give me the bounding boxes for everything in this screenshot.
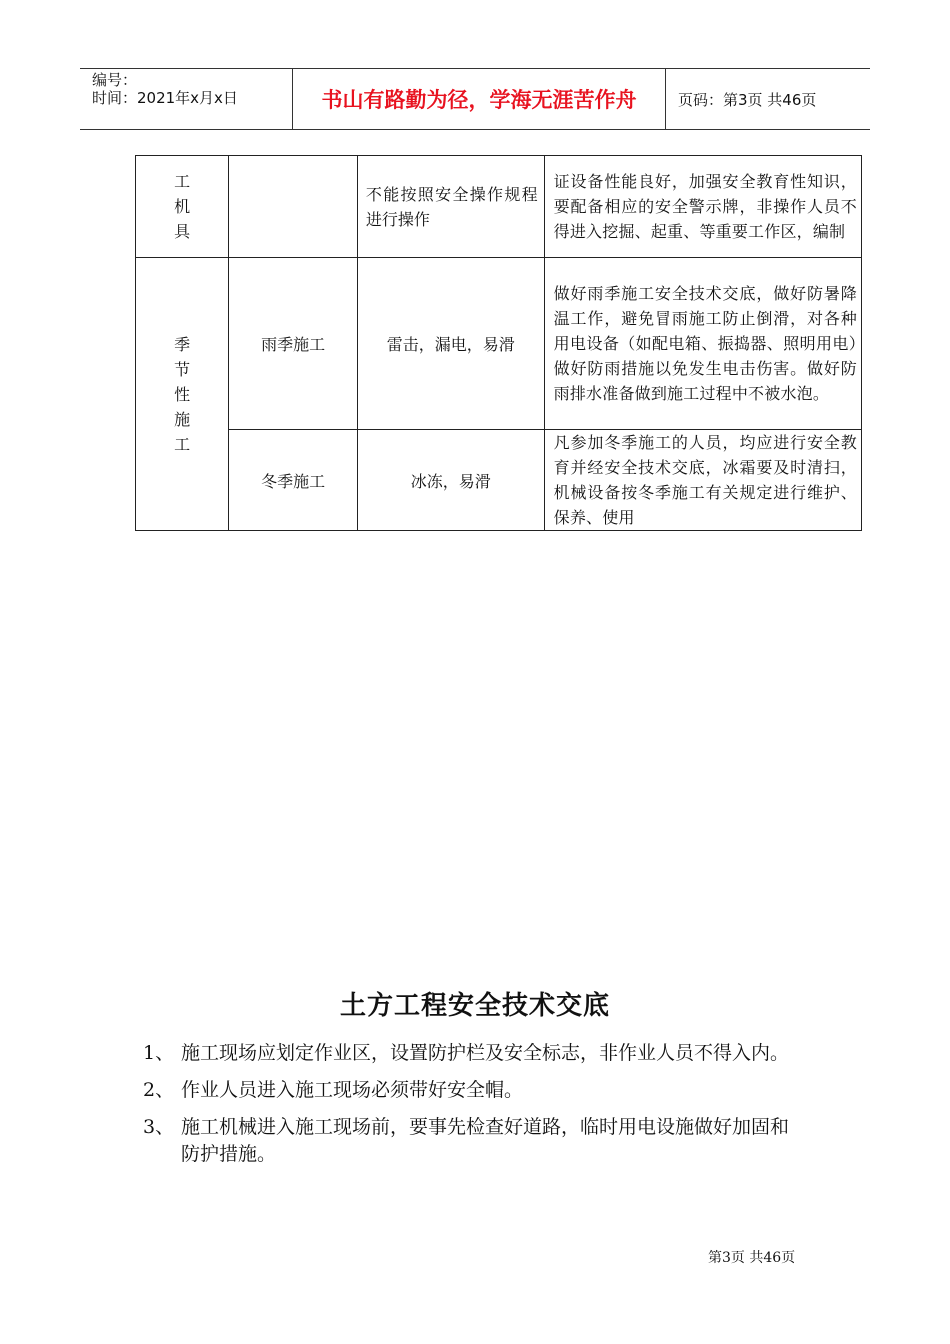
subcategory-cell: 冬季施工	[229, 430, 358, 531]
measure-cell: 凡参加冬季施工的人员，均应进行安全教育并经安全技术交底，冰霜要及时清扫，机械设备按冬季施工有关规定进行维护、保养、使用	[544, 430, 861, 531]
measure-cell: 做好雨季施工安全技术交底，做好防暑降温工作，避免冒雨施工防止倒滑，对各种用电设备（如配电箱、振捣器、照明用电）做好防雨措施以免发生电击伤害。做好防雨排水准备做到施工过程中不被水泡。	[544, 258, 861, 430]
list-item-text: 施工现场应划定作业区，设置防护栏及安全标志，非作业人员不得入内。	[181, 1042, 790, 1064]
risk-cell: 雷击，漏电，易滑	[357, 258, 544, 430]
safety-measures-table	[135, 155, 862, 531]
list-item-text: 施工机械进入施工现场前，要事先检查好道路，临时用电设施做好加固和防护措施。	[181, 1116, 790, 1165]
document-time-label: 时间：2021年x月x日	[92, 89, 238, 107]
list-item	[143, 1040, 803, 1067]
page-header	[80, 68, 870, 130]
subcategory-cell: 雨季施工	[229, 258, 358, 430]
footer-page-number: 第3页 共46页	[708, 1250, 796, 1266]
table-row	[136, 258, 862, 430]
risk-cell: 不能按照安全操作规程进行操作	[357, 156, 544, 258]
header-meta	[80, 69, 293, 129]
measure-cell: 证设备性能良好，加强安全教育性知识，要配备相应的安全警示牌，非操作人员不得进入挖掘、起重、等重要工作区，编制	[544, 156, 861, 258]
category-cell	[136, 156, 229, 258]
header-motto: 书山有路勤为径，学海无涯苦作舟	[293, 69, 666, 129]
category-label: 工机具	[174, 172, 191, 241]
list-item	[143, 1077, 803, 1104]
risk-cell: 冰冻，易滑	[357, 430, 544, 531]
section-title: 土方工程安全技术交底	[339, 991, 610, 1021]
table-row	[136, 156, 862, 258]
category-label: 季节性施工	[174, 334, 191, 454]
list-item	[143, 1114, 803, 1168]
subcategory-cell	[229, 156, 358, 258]
list-item-number: 2、	[143, 1079, 175, 1101]
table-row	[136, 430, 862, 531]
list-item-number: 1、	[143, 1042, 175, 1064]
header-page-number: 页码：第3页 共46页	[678, 90, 817, 109]
section-items	[143, 1040, 803, 1178]
category-cell	[136, 258, 229, 531]
document-number-label: 编号：	[92, 71, 138, 89]
list-item-number: 3、	[143, 1116, 175, 1138]
list-item-text: 作业人员进入施工现场必须带好安全帽。	[181, 1079, 524, 1101]
